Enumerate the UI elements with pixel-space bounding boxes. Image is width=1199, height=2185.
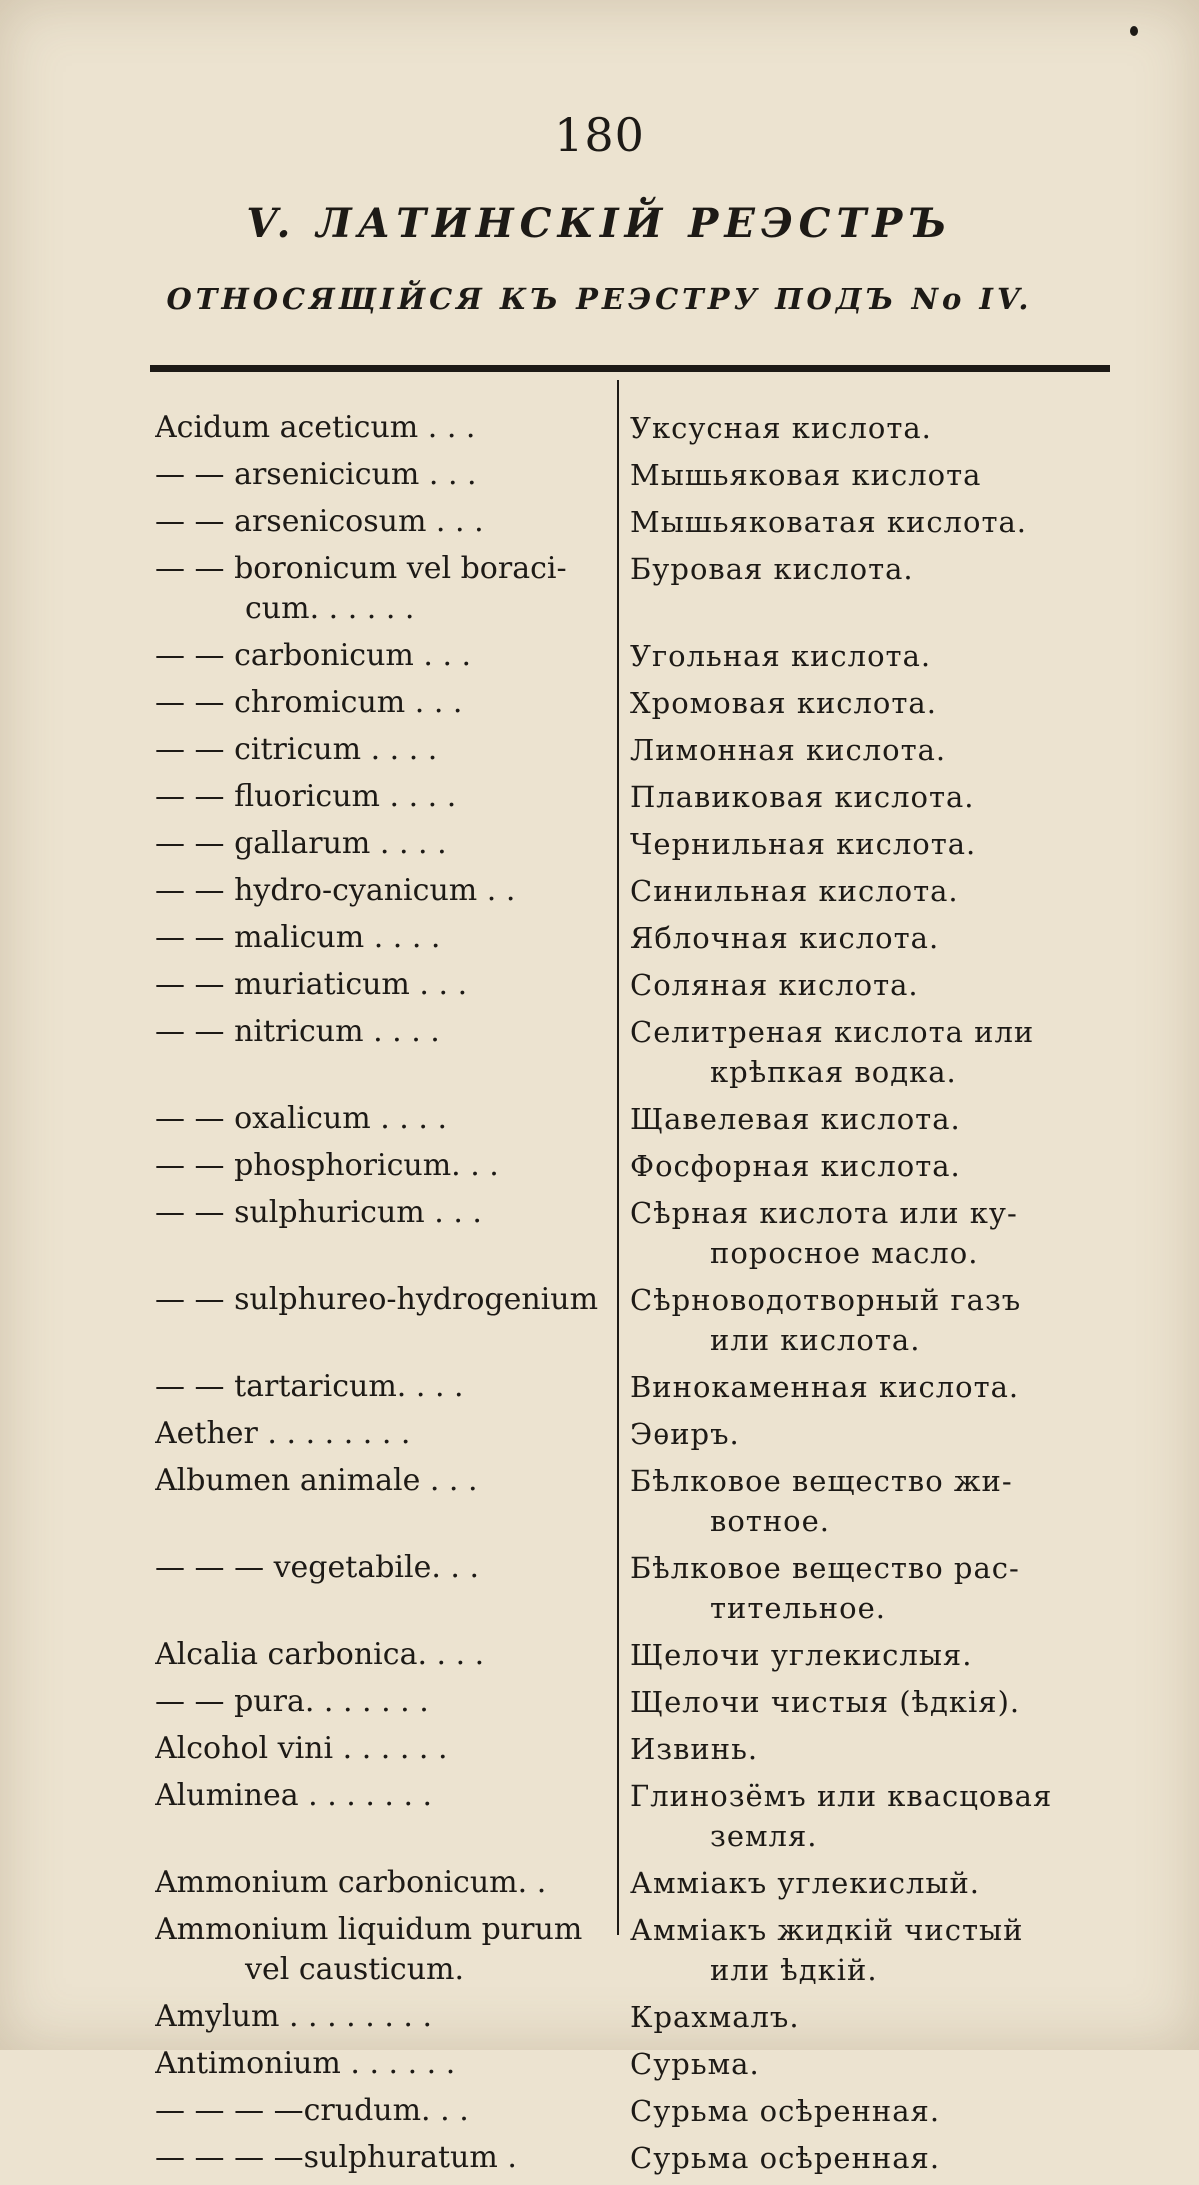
register-row (0, 1997, 1199, 2044)
russian-term (630, 455, 1150, 495)
latin-term (155, 1414, 610, 1454)
register-row (0, 636, 1199, 683)
russian-term (630, 871, 1150, 911)
latin-term (155, 730, 610, 770)
russian-term (630, 502, 1150, 542)
latin-term (155, 965, 610, 1005)
latin-term-line: Acidum aceticum . . . (155, 410, 476, 445)
latin-term (155, 408, 610, 448)
register-row (0, 730, 1199, 777)
russian-term-line: Крахмалъ. (630, 2000, 800, 2034)
russian-term (630, 1461, 1150, 1541)
russian-term-line: Винокаменная кислота. (630, 1370, 1020, 1404)
russian-term-line (630, 589, 1150, 629)
latin-term-line: Ammonium carbonicum. . (155, 1865, 547, 1900)
russian-term (630, 730, 1150, 770)
register-row (0, 1012, 1199, 1099)
russian-term-line: Сурьма осѣренная. (630, 2094, 941, 2128)
russian-term-line: крѣпкая водка. (710, 1055, 957, 1089)
latin-term-line: — — oxalicum . . . . (155, 1101, 447, 1136)
latin-term-line: — — carbonicum . . . (155, 638, 472, 673)
register-row (0, 2044, 1199, 2091)
latin-term-line: — — — —sulphuratum . (155, 2140, 517, 2175)
latin-term-line: Alcohol vini . . . . . . (155, 1731, 448, 1766)
russian-term-line: Щелочи углекислыя. (630, 1638, 973, 1672)
register-row (0, 1099, 1199, 1146)
latin-term (155, 1012, 610, 1092)
latin-term (155, 871, 610, 911)
page-number: 180 (554, 108, 645, 162)
russian-term (630, 1367, 1150, 1407)
latin-term-line: — — sulphureo-hydrogenium (155, 1282, 599, 1317)
latin-term (155, 1548, 610, 1628)
latin-term-line: — — chromicum . . . (155, 685, 463, 720)
register-row (0, 1682, 1199, 1729)
russian-term-line: Щелочи чистыя (ѣдкія). (630, 1685, 1021, 1719)
russian-term-line: Уксусная кислота. (630, 411, 932, 445)
register-row (0, 502, 1199, 549)
russian-term (630, 965, 1150, 1005)
russian-term-line: Яблочная кислота. (630, 921, 940, 955)
register-row (0, 683, 1199, 730)
russian-term-line: земля. (710, 1819, 818, 1853)
russian-term-line: Аммiакъ углекислый. (630, 1866, 981, 1900)
register-row (0, 1548, 1199, 1635)
latin-term (155, 1099, 610, 1139)
latin-term-line: — — — —crudum. . . (155, 2093, 469, 2128)
russian-term-line: Глинозёмъ или квасцовая (630, 1779, 1053, 1813)
russian-term-line: Эѳиръ. (630, 1417, 740, 1451)
russian-term-line: Буровая кислота. (630, 552, 914, 586)
latin-term-line: — — pura. . . . . . . (155, 1684, 429, 1719)
latin-term (155, 549, 610, 629)
register-row (0, 918, 1199, 965)
latin-term (155, 1193, 610, 1273)
latin-term-line: Aether . . . . . . . . (155, 1416, 411, 1451)
latin-term-line: — — arsenicosum . . . (155, 504, 484, 539)
latin-term-line (155, 1501, 610, 1541)
latin-term-line: — — nitricum . . . . (155, 1014, 440, 1049)
russian-term-line: Синильная кислота. (630, 874, 959, 908)
russian-term-line: тительное. (710, 1591, 886, 1625)
russian-term (630, 1910, 1150, 1990)
register-row (0, 549, 1199, 636)
latin-term-line: — — muriaticum . . . (155, 967, 468, 1002)
russian-term (630, 1997, 1150, 2037)
russian-term-line: Сурьма. (630, 2047, 760, 2081)
latin-term (155, 683, 610, 723)
latin-term-line: — — sulphuricum . . . (155, 1195, 482, 1230)
russian-term-line: Лимонная кислота. (630, 733, 947, 767)
latin-term (155, 777, 610, 817)
russian-term (630, 1729, 1150, 1769)
register-row (0, 1367, 1199, 1414)
register-row (0, 408, 1199, 455)
latin-term-line: Alcalia carbonica. . . . (155, 1637, 485, 1672)
register-row (0, 824, 1199, 871)
latin-term (155, 2044, 610, 2084)
register-row (0, 1863, 1199, 1910)
russian-term-line: Бѣлковое вещество жи- (630, 1464, 1013, 1498)
latin-term-line: Antimonium . . . . . . (155, 2046, 456, 2081)
russian-term (630, 1635, 1150, 1675)
ink-spot (1130, 26, 1138, 36)
russian-term-line: или ѣдкій. (710, 1953, 878, 1987)
russian-term-line: Сѣрная кислота или ку- (630, 1196, 1018, 1230)
latin-term-line: — — — vegetabile. . . (155, 1550, 480, 1585)
latin-term-line (155, 1233, 610, 1273)
latin-term (155, 1367, 610, 1407)
register-row (0, 965, 1199, 1012)
russian-term (630, 408, 1150, 448)
latin-term (155, 1682, 610, 1722)
russian-term-line: Мышьяковатая кислота. (630, 505, 1027, 539)
latin-term-line: — — arsenicicum . . . (155, 457, 477, 492)
russian-term-line: Селитреная кислота или (630, 1015, 1035, 1049)
register-row (0, 871, 1199, 918)
latin-term-line: — — boronicum vel boraci- (155, 551, 567, 586)
latin-term-line (155, 1052, 610, 1092)
russian-term (630, 1146, 1150, 1186)
latin-term-line: vel causticum. (245, 1952, 464, 1987)
register-row (0, 455, 1199, 502)
section-title: V. ЛАТИНСКІЙ РЕЭСТРЪ (246, 200, 953, 247)
russian-term (630, 636, 1150, 676)
latin-term-line: — — hydro-cyanicum . . (155, 873, 516, 908)
header-rule (150, 365, 1110, 372)
register-row (0, 2138, 1199, 2185)
register-row (0, 1776, 1199, 1863)
russian-term-line: Мышьяковая кислота (630, 458, 982, 492)
latin-term-line: — — citricum . . . . (155, 732, 438, 767)
latin-term-line: cum. . . . . . (245, 591, 415, 626)
russian-term-line: Сурьма осѣренная. (630, 2141, 941, 2175)
latin-term-line: — — tartaricum. . . . (155, 1369, 464, 1404)
latin-term (155, 1146, 610, 1186)
russian-term (630, 1863, 1150, 1903)
register-row (0, 2091, 1199, 2138)
russian-term (630, 683, 1150, 723)
russian-term-line: вотное. (710, 1504, 830, 1538)
russian-term (630, 1548, 1150, 1628)
latin-term (155, 1461, 610, 1541)
register-row (0, 1729, 1199, 1776)
latin-term (155, 1997, 610, 2037)
russian-term-line: Щавелевая кислота. (630, 1102, 961, 1136)
latin-term-line: Amylum . . . . . . . . (155, 1999, 433, 2034)
latin-term (155, 1863, 610, 1903)
register-row (0, 1461, 1199, 1548)
latin-term-line (155, 1320, 610, 1360)
russian-term (630, 918, 1150, 958)
latin-term (155, 2091, 610, 2131)
register-row (0, 1146, 1199, 1193)
russian-term-line: Плавиковая кислота. (630, 780, 975, 814)
register-row (0, 777, 1199, 824)
russian-term-line: Бѣлковое вещество рас- (630, 1551, 1020, 1585)
latin-term-line: Albumen animale . . . (155, 1463, 478, 1498)
russian-term-line: Фосфорная кислота. (630, 1149, 961, 1183)
russian-term (630, 549, 1150, 629)
latin-term-line (155, 1588, 610, 1628)
latin-term (155, 502, 610, 542)
latin-term-line: Ammonium liquidum purum (155, 1912, 583, 1947)
russian-term (630, 2044, 1150, 2084)
latin-term-line: — — malicum . . . . (155, 920, 441, 955)
latin-term (155, 918, 610, 958)
register-row (0, 1635, 1199, 1682)
latin-term-line: — — gallarum . . . . (155, 826, 447, 861)
latin-term (155, 824, 610, 864)
russian-term-line: Соляная кислота. (630, 968, 919, 1002)
russian-term-line: поросное масло. (710, 1236, 979, 1270)
register-row (0, 1414, 1199, 1461)
russian-term-line: Аммiакъ жидкій чистый (630, 1913, 1024, 1947)
russian-term-line: Чернильная кислота. (630, 827, 977, 861)
latin-term (155, 1280, 610, 1360)
russian-term (630, 1776, 1150, 1856)
latin-term (155, 455, 610, 495)
latin-term (155, 1776, 610, 1856)
latin-term (155, 1910, 610, 1990)
russian-term (630, 1414, 1150, 1454)
register-row (0, 1193, 1199, 1280)
latin-term (155, 636, 610, 676)
latin-term (155, 1635, 610, 1675)
register-entries (0, 408, 1199, 2185)
section-subtitle: ОТНОСЯЩІЙСЯ КЪ РЕЭСТРУ ПОДЪ No IV. (166, 282, 1033, 316)
russian-term (630, 2091, 1150, 2131)
russian-term (630, 1099, 1150, 1139)
russian-term-line: или кислота. (710, 1323, 921, 1357)
russian-term-line: Извинь. (630, 1732, 759, 1766)
russian-term (630, 2138, 1150, 2178)
russian-term-line: Хромовая кислота. (630, 686, 937, 720)
latin-term-line: — — phosphoricum. . . (155, 1148, 499, 1183)
russian-term (630, 824, 1150, 864)
russian-term (630, 1280, 1150, 1360)
latin-term-line: Aluminea . . . . . . . (155, 1778, 433, 1813)
latin-term (155, 1729, 610, 1769)
russian-term (630, 777, 1150, 817)
russian-term (630, 1193, 1150, 1273)
latin-term (155, 2138, 610, 2178)
register-row (0, 1280, 1199, 1367)
russian-term-line: Угольная кислота. (630, 639, 932, 673)
russian-term-line: Сѣрноводотворный газъ (630, 1283, 1022, 1317)
russian-term (630, 1682, 1150, 1722)
latin-term-line (155, 1816, 610, 1856)
russian-term (630, 1012, 1150, 1092)
register-row (0, 1910, 1199, 1997)
latin-term-line: — — fluoricum . . . . (155, 779, 457, 814)
